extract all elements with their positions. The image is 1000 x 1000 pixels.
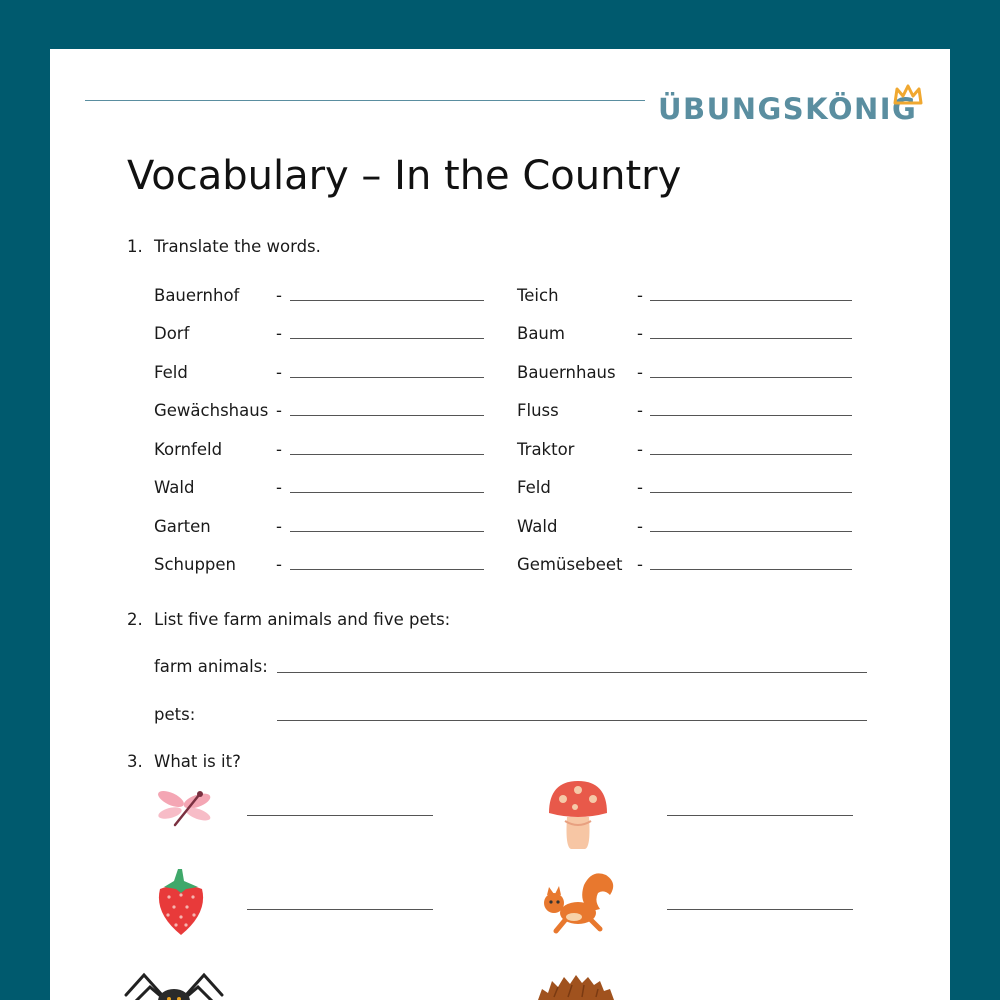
pets-answer-line[interactable] <box>277 720 867 721</box>
vocab-word: Garten <box>154 517 211 536</box>
answer-line[interactable] <box>290 531 484 532</box>
vocab-word: Bauernhof <box>154 286 240 305</box>
vocab-dash: - <box>276 555 282 574</box>
answer-line[interactable] <box>290 454 484 455</box>
vocab-word: Schuppen <box>154 555 237 574</box>
vocab-dash: - <box>276 363 282 382</box>
vocab-word: Teich <box>517 286 559 305</box>
vocab-dash: - <box>276 324 282 343</box>
answer-line[interactable] <box>290 300 484 301</box>
answer-line[interactable] <box>650 492 852 493</box>
strawberry-icon <box>154 865 208 937</box>
spider-icon <box>124 965 224 1000</box>
vocab-word: Gemüsebeet <box>517 555 623 574</box>
vocab-word: Dorf <box>154 324 190 343</box>
answer-line[interactable] <box>290 377 484 378</box>
vocab-word: Baum <box>517 324 565 343</box>
picture-answer-line[interactable] <box>247 815 433 816</box>
vocab-dash: - <box>276 401 282 420</box>
crown-icon <box>892 83 924 107</box>
worksheet-page <box>50 49 950 1000</box>
vocab-word: Feld <box>154 363 188 382</box>
answer-line[interactable] <box>650 569 852 570</box>
exercise-1-instruction: Translate the words. <box>154 237 321 256</box>
vocab-dash: - <box>637 286 643 305</box>
answer-line[interactable] <box>650 300 852 301</box>
vocab-word: Wald <box>517 517 558 536</box>
vocab-word: Gewächshaus <box>154 401 269 420</box>
answer-line[interactable] <box>290 338 484 339</box>
vocab-word: Feld <box>517 478 551 497</box>
picture-answer-line[interactable] <box>667 909 853 910</box>
farm-animals-label: farm animals: <box>154 657 268 676</box>
vocab-dash: - <box>637 401 643 420</box>
answer-line[interactable] <box>290 569 484 570</box>
squirrel-icon <box>538 867 618 939</box>
vocab-dash: - <box>276 440 282 459</box>
vocab-dash: - <box>276 286 282 305</box>
vocab-word: Fluss <box>517 401 559 420</box>
exercise-1-number: 1. <box>127 237 143 256</box>
header-rule <box>85 100 645 101</box>
vocab-dash: - <box>637 478 643 497</box>
exercise-2-number: 2. <box>127 610 143 629</box>
vocab-dash: - <box>637 363 643 382</box>
answer-line[interactable] <box>290 415 484 416</box>
dragonfly-icon <box>153 787 215 827</box>
vocab-dash: - <box>276 517 282 536</box>
vocab-dash: - <box>637 440 643 459</box>
picture-answer-line[interactable] <box>667 815 853 816</box>
answer-line[interactable] <box>650 377 852 378</box>
page-title: Vocabulary – In the Country <box>127 153 682 199</box>
vocab-word: Kornfeld <box>154 440 223 459</box>
exercise-2-instruction: List five farm animals and five pets: <box>154 610 451 629</box>
vocab-dash: - <box>637 555 643 574</box>
answer-line[interactable] <box>650 454 852 455</box>
pets-label: pets: <box>154 705 196 724</box>
farm-animals-answer-line[interactable] <box>277 672 867 673</box>
picture-answer-line[interactable] <box>247 909 433 910</box>
answer-line[interactable] <box>650 338 852 339</box>
vocab-word: Wald <box>154 478 195 497</box>
answer-line[interactable] <box>650 415 852 416</box>
exercise-3-number: 3. <box>127 752 143 771</box>
vocab-word: Traktor <box>517 440 575 459</box>
mushroom-icon <box>549 781 607 849</box>
answer-line[interactable] <box>650 531 852 532</box>
vocab-dash: - <box>276 478 282 497</box>
vocab-dash: - <box>637 517 643 536</box>
hedgehog-icon <box>534 969 618 1000</box>
vocab-word: Bauernhaus <box>517 363 616 382</box>
vocab-dash: - <box>637 324 643 343</box>
brand-logo: ÜBUNGSKÖNIG <box>658 92 918 126</box>
answer-line[interactable] <box>290 492 484 493</box>
exercise-3-instruction: What is it? <box>154 752 241 771</box>
